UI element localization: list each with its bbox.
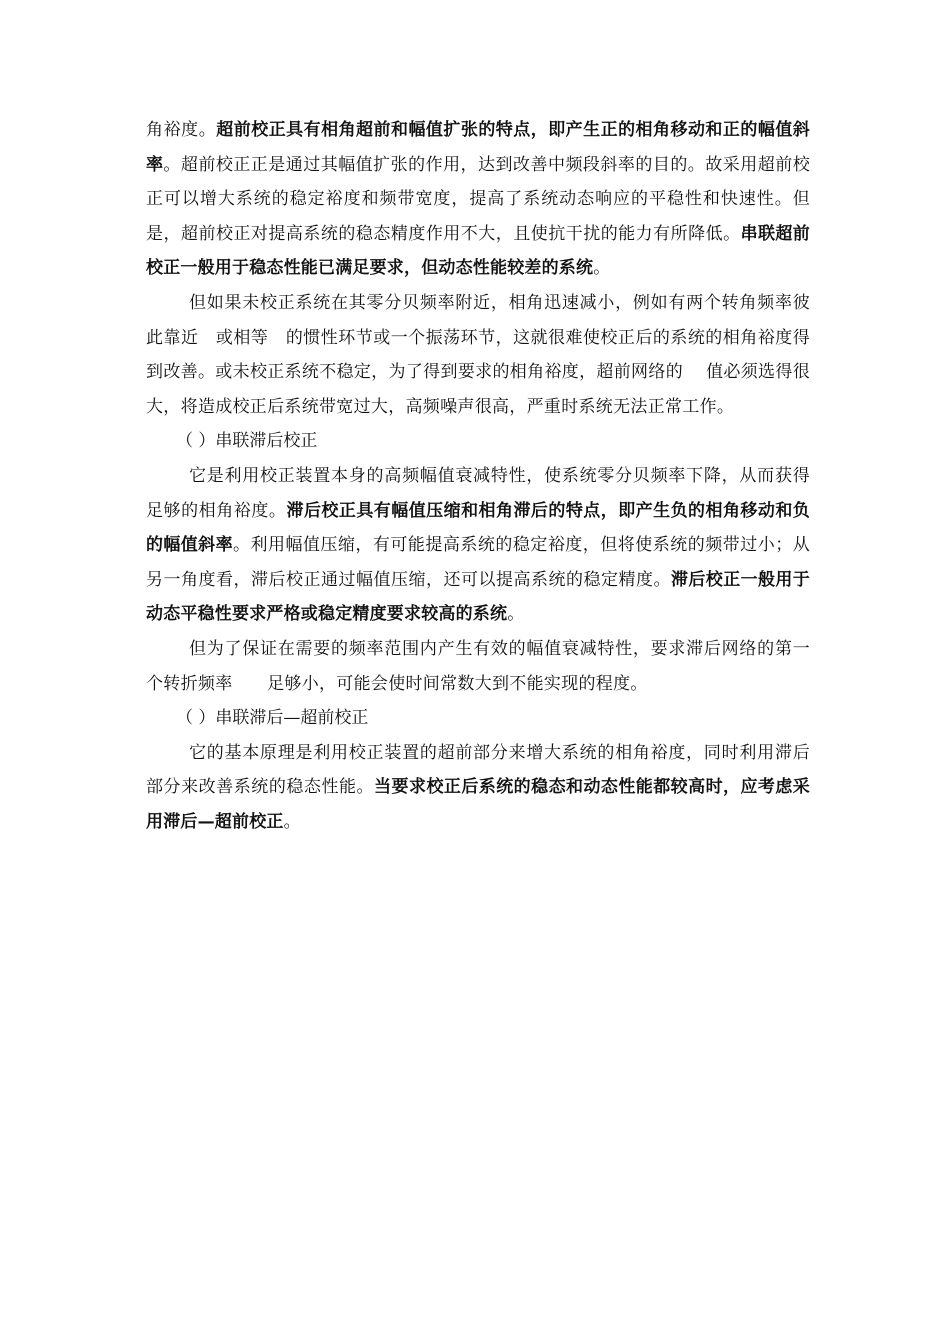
paragraph-lead-compensation-limits [146,286,810,424]
section-heading-lag-compensation: （ ）串联滞后校正 [176,431,318,452]
text-run: 它是利用校正装置本身的高频幅值衰减特性，使系统零分贝频率下降，从而获得足够的相角裕度。 [146,465,810,521]
paragraph-lead-compensation-features [146,113,810,286]
text-run: 。超前校正正是通过其幅值扩张的作用，达到改善中频段斜率的目的。故采用超前校正可以增大系统的稳定裕度和频带宽度，提高了系统动态响应的平稳性和快速性。但是，超前校正对提高系统的稳态精度作用不大，且使抗干扰的能力有所降低。 [146,154,810,244]
bold-text-run: 当要求校正后系统的稳态和动态性能都较高时，应考虑采用滞后—超前校正 [146,777,811,832]
bold-text-run: 滞后校正具有幅值压缩和相角滞后的特点，即产生负的相角移动和负的幅值斜率 [146,500,811,556]
paragraph-lag-compensation-limits [146,632,810,701]
text-run: 它的基本原理是利用校正装置的超前部分来增大系统的相角裕度，同时利用滞后部分来改善系统的稳态性能。 [146,742,810,798]
document-page [146,113,810,839]
text-run: 角裕度。 [146,120,217,140]
bold-text-run: 串联超前校正一般用于稳态性能已满足要求，但动态性能较差的系统 [146,223,810,279]
text-run: 但为了保证在需要的频率范围内产生有效的幅值衰减特性，要求滞后网络的第一个转折频率 足够小，可能会使时间常数大到不能实现的程度。 [146,638,810,694]
text-run: 但如果未校正系统在其零分贝频率附近，相角迅速减小，例如有两个转角频率彼此靠近 或相等 的惯性环节或一个振荡环节，这就很难使校正后的系统的相角裕度得到改善。或未校正系统不稳定，为了得到要求的相角裕度，超前网络的 值必须选得很大，将造成校正后系统带宽过大，高频噪声很高，严重时系统无法正常工作。 [146,292,810,417]
paragraph-lag-compensation-features [146,459,810,632]
text-run: 。 [283,811,301,832]
paragraph-lag-lead-compensation [146,736,810,840]
text-run: 。利用幅值压缩，有可能提高系统的稳定裕度，但将使系统的频带过小；从另一角度看，滞后校正通过幅值压缩，还可以提高系统的稳定精度。 [146,535,811,590]
bold-text-run: 超前校正具有相角超前和幅值扩张的特点，即产生正的相角移动和正的幅值斜率 [146,120,810,175]
text-run: 。 [507,604,525,625]
text-run: 。 [593,258,611,279]
bold-text-run: 滞后校正一般用于动态平稳性要求严格或稳定精度要求较高的系统 [146,569,810,625]
section-heading-lag-lead-compensation: （ ）串联滞后—超前校正 [176,708,369,729]
